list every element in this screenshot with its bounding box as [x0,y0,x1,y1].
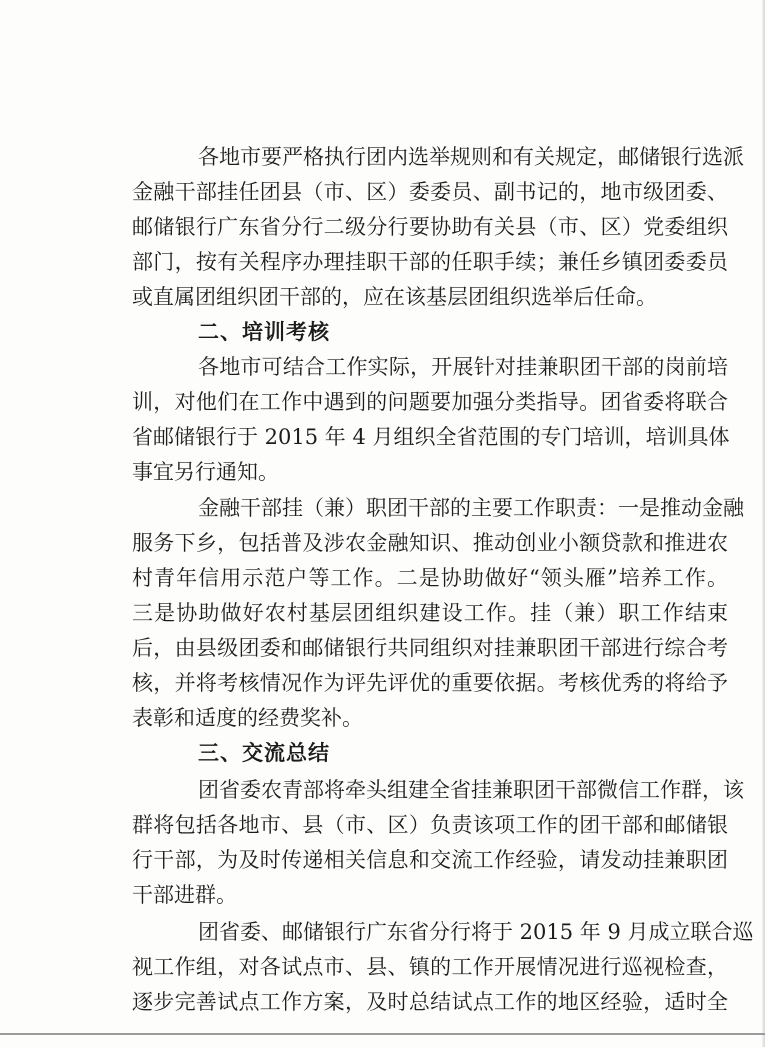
paragraph-line: 逐步完善试点工作方案，及时总结试点工作的地区经验，适时全 [132,990,728,1014]
scan-bottom-edge [0,1033,765,1035]
paragraph-line: 视工作组，对各试点市、县、镇的工作开展情况进行巡视检查， [132,955,728,979]
paragraph-line: 干部进群。 [132,883,237,907]
paragraph-line: 村青年信用示范户等工作。二是协助做好“领头雁”培养工作。 [132,566,728,590]
paragraph-line: 服务下乡，包括普及涉农金融知识、推动创业小额贷款和推进农 [132,531,728,555]
paragraph-line: 部门，按有关程序办理挂职干部的任职手续；兼任乡镇团委委员 [132,250,728,274]
paragraph-line: 团省委、邮储银行广东省分行将于 2015 年 9 月成立联合巡 [198,920,754,944]
section-heading: 二、培训考核 [198,320,330,344]
paragraph-line: 金融干部挂（兼）职团干部的主要工作职责：一是推动金融 [198,496,744,520]
paragraph-line: 训，对他们在工作中遇到的问题要加强分类指导。团省委将联合 [132,390,728,414]
paragraph-line: 各地市可结合工作实际，开展针对挂兼职团干部的岗前培 [198,355,728,379]
paragraph-line: 事宜另行通知。 [132,460,279,484]
paragraph-line: 邮储银行广东省分行二级分行要协助有关县（市、区）党委组织 [132,215,728,239]
paragraph-line: 金融干部挂任团县（市、区）委委员、副书记的，地市级团委、 [132,180,728,204]
section-heading: 三、交流总结 [198,741,330,765]
paragraph-line: 各地市要严格执行团内选举规则和有关规定，邮储银行选派 [198,145,744,169]
paragraph-line: 表彰和适度的经费奖补。 [132,706,363,730]
paragraph-line: 群将包括各地市、县（市、区）负责该项工作的团干部和邮储银 [132,813,728,837]
paragraph-line: 核，并将考核情况作为评先评优的重要依据。考核优秀的将给予 [132,671,728,695]
paragraph-line: 三是协助做好农村基层团组织建设工作。挂（兼）职工作结束 [132,601,728,625]
paragraph-line: 省邮储银行于 2015 年 4 月组织全省范围的专门培训，培训具体 [132,425,730,449]
paragraph-line: 行干部，为及时传递相关信息和交流工作经验，请发动挂兼职团 [132,848,728,872]
paragraph-line: 后，由县级团委和邮储银行共同组织对挂兼职团干部进行综合考 [132,636,728,660]
paragraph-line: 团省委农青部将牵头组建全省挂兼职团干部微信工作群，该 [198,778,744,802]
paragraph-line: 或直属团组织团干部的，应在该基层团组织选举后任命。 [132,285,657,309]
